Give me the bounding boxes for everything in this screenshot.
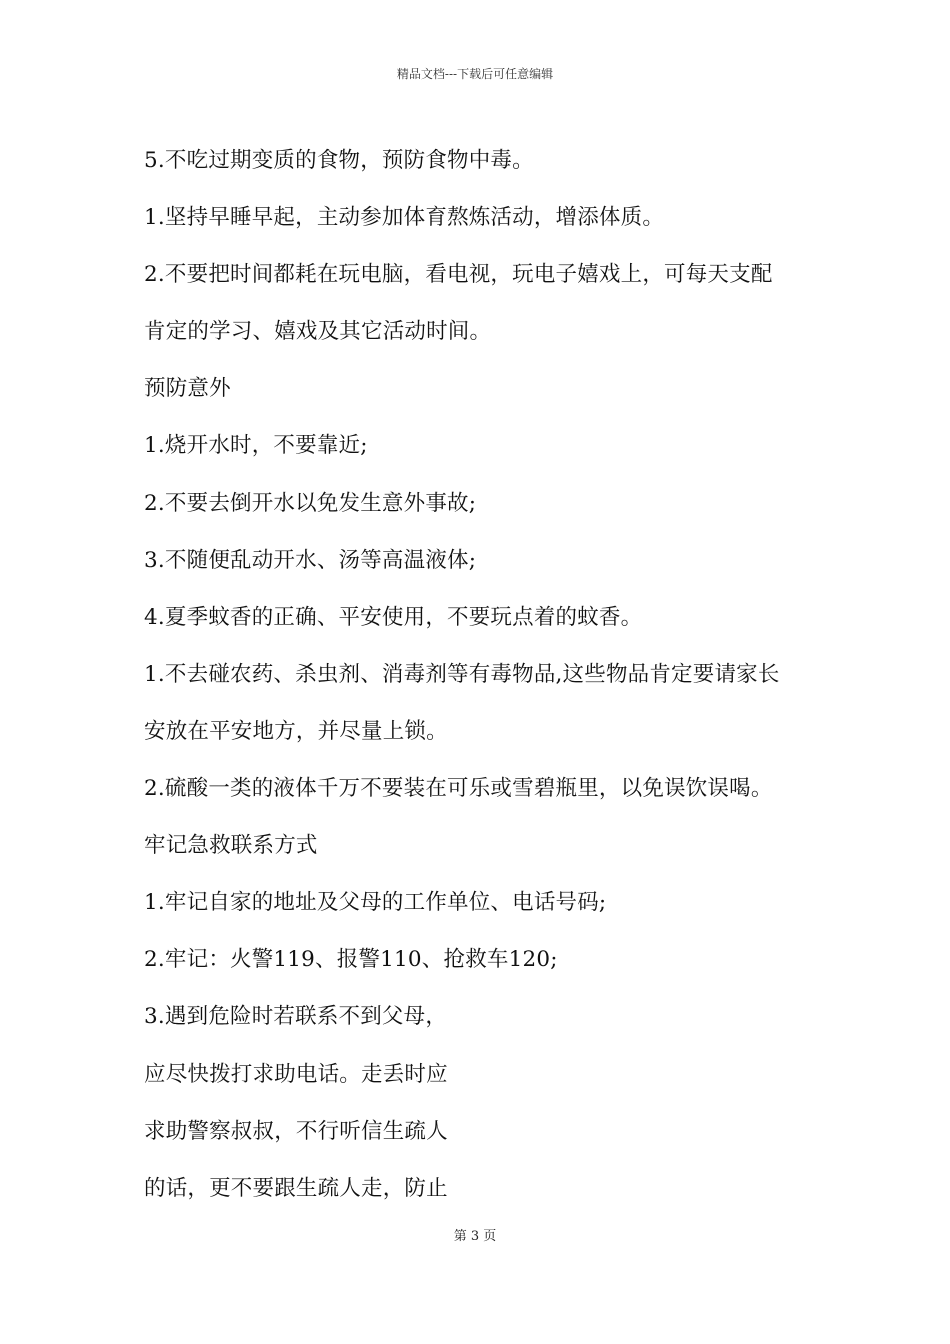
paragraph-line: 应尽快拨打求助电话。走丢时应 [144, 1061, 448, 1087]
paragraph-line: 3.不随便乱动开水、汤等高温液体; [144, 547, 477, 573]
section-heading: 牢记急救联系方式 [144, 833, 318, 859]
page-header: 精品文档---下载后可任意编辑 [396, 67, 554, 81]
page-number: 第 3 页 [453, 1229, 497, 1244]
paragraph-line: 1.烧开水时，不要靠近; [144, 433, 368, 459]
paragraph-line: 安放在平安地方，并尽量上锁。 [144, 718, 448, 744]
paragraph-line: 1.坚持早睡早起，主动参加体育熬炼活动，增添体质。 [144, 205, 665, 231]
paragraph-line: 求助警察叔叔，不行听信生疏人 [144, 1118, 448, 1144]
paragraph-line: 2.硫酸一类的液体千万不要装在可乐或雪碧瓶里，以免误饮误喝。 [144, 776, 773, 802]
paragraph-line: 1.不去碰农药、杀虫剂、消毒剂等有毒物品,这些物品肯定要请家长 [144, 661, 780, 687]
paragraph-line: 4.夏季蚊香的正确、平安使用，不要玩点着的蚊香。 [144, 604, 643, 630]
paragraph-line: 肯定的学习、嬉戏及其它活动时间。 [144, 319, 492, 345]
paragraph-line: 2.不要去倒开水以免发生意外事故; [144, 490, 477, 516]
paragraph-line: 3.遇到危险时若联系不到父母， [144, 1004, 448, 1030]
document-body [144, 132, 824, 1217]
paragraph-line: 2.牢记：火警119、报警110、抢救车120; [144, 947, 558, 973]
paragraph-line: 5.不吃过期变质的食物，预防食物中毒。 [144, 148, 534, 173]
paragraph-line: 的话，更不要跟生疏人走，防止 [144, 1175, 448, 1201]
paragraph-line: 1.牢记自家的地址及父母的工作单位、电话号码; [144, 890, 607, 916]
section-heading: 预防意外 [144, 376, 231, 402]
paragraph-line: 2.不要把时间都耗在玩电脑，看电视，玩电子嬉戏上，可每天支配 [144, 262, 773, 288]
